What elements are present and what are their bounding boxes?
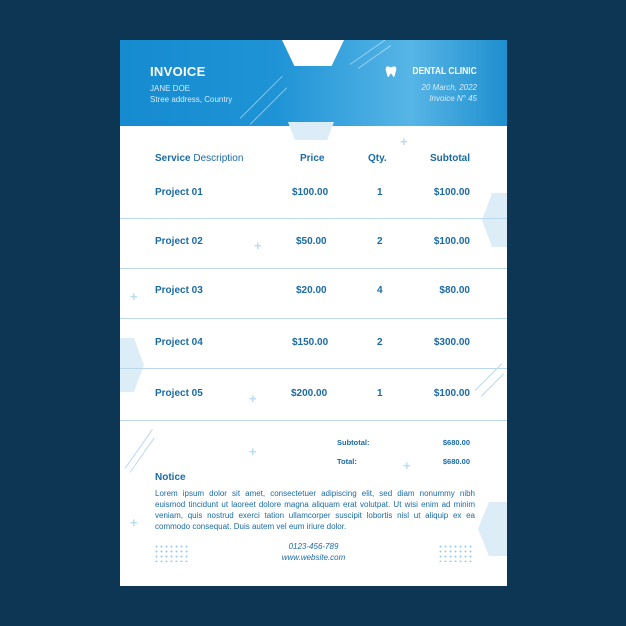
column-header-service xyxy=(155,153,243,164)
column-header-price: Price xyxy=(300,153,325,164)
row-price: $200.00 xyxy=(291,388,328,399)
decorative-shape xyxy=(288,122,334,140)
plus-icon: + xyxy=(249,391,257,406)
invoice-header xyxy=(120,40,507,126)
plus-icon: + xyxy=(130,515,138,530)
row-service: Project 04 xyxy=(155,337,203,348)
row-subtotal: $300.00 xyxy=(433,337,470,348)
row-service: Project 01 xyxy=(155,187,203,198)
row-subtotal: $100.00 xyxy=(433,187,470,198)
row-service: Project 02 xyxy=(155,236,203,247)
row-subtotal: $100.00 xyxy=(433,388,470,399)
subtotal-value: $680.00 xyxy=(442,438,470,447)
row-price: $100.00 xyxy=(292,187,329,198)
footer-phone: 0123-456-789 xyxy=(288,542,339,551)
column-header-subtotal: Subtotal xyxy=(430,153,470,164)
tooth-icon xyxy=(385,65,397,78)
row-price: $20.00 xyxy=(296,285,327,296)
column-header-qty: Qty. xyxy=(368,153,387,164)
notice-body: Lorem ipsum dolor sit amet, consectetuer adipiscing elit, sed diam nonummy nibh euismod tincidunt ut laoreet dolore magna aliquam erat volutpat. Ut wisi enim ad minim veniam, quis nostrud exerci tation ullamcorper suscipit lobortis nisl ut aliquip ex ea commodo consequat. Duis autem vel eum iriure dolor. xyxy=(155,489,475,531)
row-subtotal: $100.00 xyxy=(433,236,470,247)
row-qty: 4 xyxy=(377,285,383,296)
invoice-date: 20 March, 2022 xyxy=(421,83,477,92)
row-divider xyxy=(120,318,507,319)
decorative-hexagon xyxy=(120,338,144,392)
decorative-hexagon xyxy=(482,193,507,247)
row-qty: 1 xyxy=(377,187,383,198)
deco-line xyxy=(481,374,504,397)
decorative-hexagon xyxy=(478,502,507,556)
row-qty: 2 xyxy=(377,337,383,348)
column-header-service-rest: Description xyxy=(193,153,244,164)
row-service: Project 03 xyxy=(155,285,203,296)
row-divider xyxy=(120,368,507,369)
row-divider xyxy=(120,218,507,219)
plus-icon: + xyxy=(254,238,262,253)
decorative-dots xyxy=(438,544,472,562)
plus-icon: + xyxy=(249,444,257,459)
plus-icon: + xyxy=(400,134,408,149)
invoice-page xyxy=(120,40,507,586)
notice-title: Notice xyxy=(155,472,186,483)
row-price: $150.00 xyxy=(292,337,329,348)
header-notch xyxy=(282,40,344,66)
deco-line xyxy=(125,429,153,469)
decorative-dots xyxy=(154,544,188,562)
total-value: $680.00 xyxy=(442,457,470,466)
clinic-name: DENTAL CLINIC xyxy=(412,66,477,77)
total-label: Total: xyxy=(337,457,357,466)
row-subtotal: $80.00 xyxy=(439,285,470,296)
invoice-number: Invoice N° 45 xyxy=(429,94,477,103)
plus-icon: + xyxy=(130,289,138,304)
plus-icon: + xyxy=(403,458,411,473)
invoice-title: INVOICE xyxy=(150,64,206,79)
header-deco-line xyxy=(250,87,287,124)
row-divider xyxy=(120,268,507,269)
row-qty: 1 xyxy=(377,388,383,399)
row-qty: 2 xyxy=(377,236,383,247)
row-service: Project 05 xyxy=(155,388,203,399)
row-divider xyxy=(120,420,507,421)
clinic-logo xyxy=(385,65,477,78)
row-price: $50.00 xyxy=(296,236,327,247)
client-address: Stree address, Country xyxy=(150,95,233,104)
client-name: JANE DOE xyxy=(150,84,191,93)
column-header-service-bold: Service xyxy=(155,153,191,164)
subtotal-label: Subtotal: xyxy=(337,438,370,447)
footer-website[interactable]: www.website.com xyxy=(281,553,346,562)
